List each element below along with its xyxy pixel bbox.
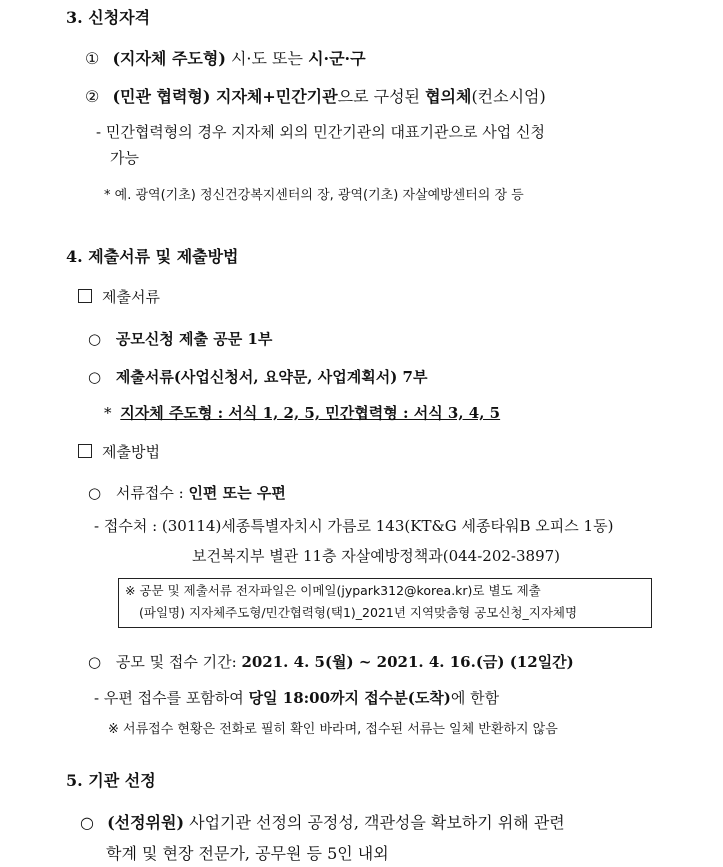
- deadline-bold: 당일 18:00까지 접수분(도착): [248, 689, 451, 707]
- deadline-note: [94, 687, 499, 709]
- circle-bullet-icon: ○: [80, 813, 94, 832]
- email-submission-notice-box: [118, 578, 652, 628]
- item-1-text: 시·도 또는: [225, 49, 309, 68]
- circled-number-2: ②: [85, 87, 100, 106]
- item-2-consortium: (컨소시엄): [471, 87, 546, 106]
- circled-number-1: ①: [85, 49, 100, 68]
- item-2-text: 으로 구성된: [337, 87, 426, 106]
- note-private-line-2: 가능: [110, 149, 139, 167]
- phone-confirm-note: ※ 서류접수 현황은 전화로 필히 확인 바라며, 접수된 서류는 일체 반환하지 않음: [108, 722, 558, 737]
- selection-committee-line-2: 학계 및 현장 전문가, 공무원 등 5인 내외: [106, 844, 389, 863]
- subsection-documents: [78, 286, 160, 308]
- checkbox-square-icon: [78, 289, 92, 303]
- item-2-council: 협의체: [425, 87, 472, 106]
- section-4-heading: 4. 제출서류 및 제출방법: [66, 247, 239, 266]
- deadline-text-2: 에 한함: [450, 689, 500, 707]
- email-submission-line-1: ※ 공문 및 제출서류 전자파일은 이메일(jypark312@korea.kr)로 별도 제출: [125, 583, 541, 598]
- circle-bullet-icon: ○: [88, 653, 102, 671]
- circle-bullet-icon: ○: [88, 484, 102, 502]
- eligibility-item-1: [85, 48, 366, 70]
- receipt-address-line-1: - 접수처 : (30114)세종특별자치시 가름로 143(KT&G 세종타워B 오피스 1동): [94, 517, 614, 535]
- method-item-1-value: 인편 또는 우편: [188, 484, 286, 502]
- period-item: [88, 651, 574, 673]
- subsection-method: [78, 441, 160, 463]
- doc-item-1: [88, 328, 272, 350]
- eligibility-item-2: [85, 86, 546, 108]
- note-private-line-1: - 민간협력형의 경우 지자체 외의 민간기관의 대표기관으로 사업 신청: [96, 123, 545, 141]
- doc-forms-text: 지자체 주도형 : 서식 1, 2, 5, 민간협력형 : 서식 3, 4, 5: [120, 404, 501, 422]
- doc-item-2: [88, 366, 427, 388]
- asterisk-mark: *: [104, 404, 112, 422]
- subsection-method-label: 제출방법: [102, 443, 160, 461]
- selection-committee-label: (선정위원): [107, 813, 185, 832]
- circle-bullet-icon: ○: [88, 330, 102, 348]
- item-2-type: (민관 협력형) 지자체+민간기관: [112, 87, 338, 106]
- method-item-1-label: 서류접수 :: [115, 484, 189, 502]
- deadline-text-1: - 우편 접수를 포함하여: [94, 689, 249, 707]
- receipt-address-line-2: 보건복지부 별관 11층 자살예방정책과(044-202-3897): [192, 547, 561, 565]
- selection-committee-text: 사업기관 선정의 공정성, 객관성을 확보하기 위해 관련: [184, 813, 565, 832]
- circle-bullet-icon: ○: [88, 368, 102, 386]
- selection-committee-item: [80, 812, 565, 834]
- section-3-heading: 3. 신청자격: [66, 8, 151, 27]
- period-value: 2021. 4. 5(월) ~ 2021. 4. 16.(금) (12일간): [241, 653, 574, 671]
- email-submission-line-2: (파일명) 지자체주도형/민간협력형(택1)_2021년 지역맞춤형 공모신청_지자체명: [139, 605, 578, 620]
- checkbox-square-icon: [78, 444, 92, 458]
- method-item-1: [88, 482, 286, 504]
- subsection-documents-label: 제출서류: [102, 288, 160, 306]
- item-1-scope: 시·군·구: [308, 49, 366, 68]
- item-1-type: (지자체 주도형): [112, 49, 226, 68]
- doc-item-2-text: 제출서류(사업신청서, 요약문, 사업계획서) 7부: [115, 368, 428, 386]
- section-5-heading: 5. 기관 선정: [66, 771, 156, 790]
- doc-item-1-text: 공모신청 제출 공문 1부: [115, 330, 273, 348]
- note-example: * 예. 광역(기초) 정신건강복지센터의 장, 광역(기초) 자살예방센터의 장 등: [104, 188, 524, 203]
- period-label: 공모 및 접수 기간:: [115, 653, 242, 671]
- doc-forms-note: [104, 402, 500, 424]
